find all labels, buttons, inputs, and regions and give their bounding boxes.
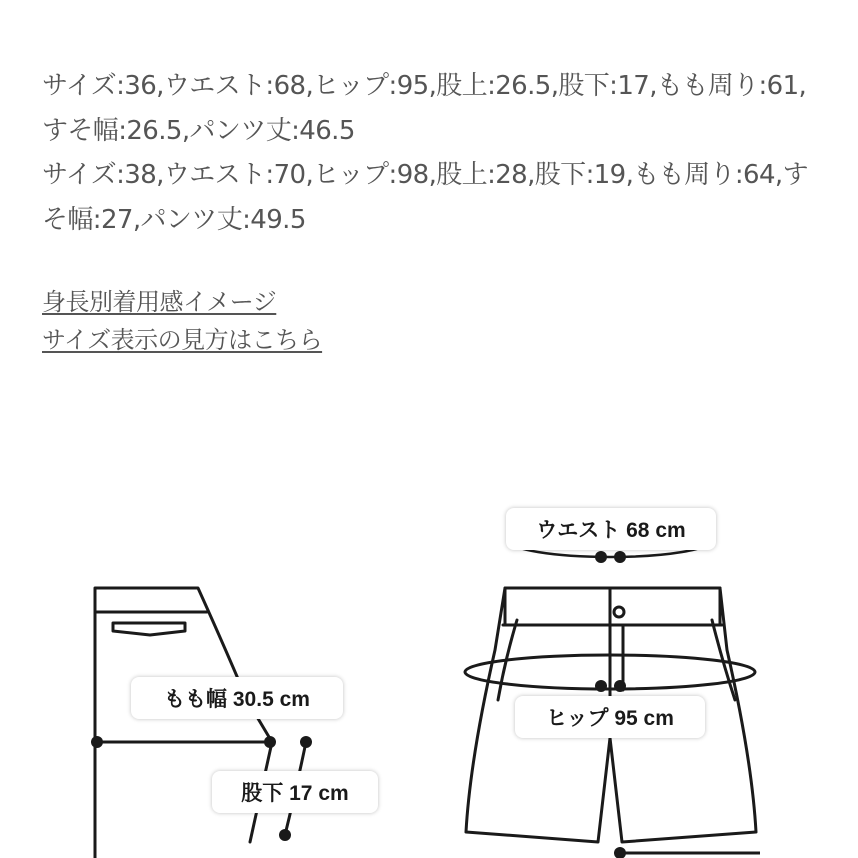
- hip-label: ヒップ 95 cm: [515, 696, 705, 738]
- info-links: [42, 283, 322, 359]
- thigh-width-label: もも幅 30.5 cm: [131, 677, 343, 719]
- thigh-measure-line: [91, 736, 276, 748]
- size-spec-line-36: サイズ:36,ウエスト:68,ヒップ:95,股上:26.5,股下:17,もも周り:61,すそ幅:26.5,パンツ丈:46.5: [42, 71, 807, 146]
- size-spec-text: [42, 64, 812, 242]
- size-guide-link[interactable]: サイズ表示の見方はこちら: [42, 326, 323, 354]
- waist-label: ウエスト 68 cm: [506, 508, 716, 550]
- side-view-shorts-outline: [95, 588, 272, 858]
- inseam-label: 股下 17 cm: [212, 771, 378, 813]
- hip-measure-line: [465, 655, 755, 692]
- hem-measure-line: [614, 847, 760, 858]
- height-fit-link[interactable]: 身長別着用感イメージ: [42, 288, 277, 316]
- size-spec-line-38: サイズ:38,ウエスト:70,ヒップ:98,股上:28,股下:19,もも周り:64,すそ幅:27,パンツ丈:49.5: [42, 160, 808, 235]
